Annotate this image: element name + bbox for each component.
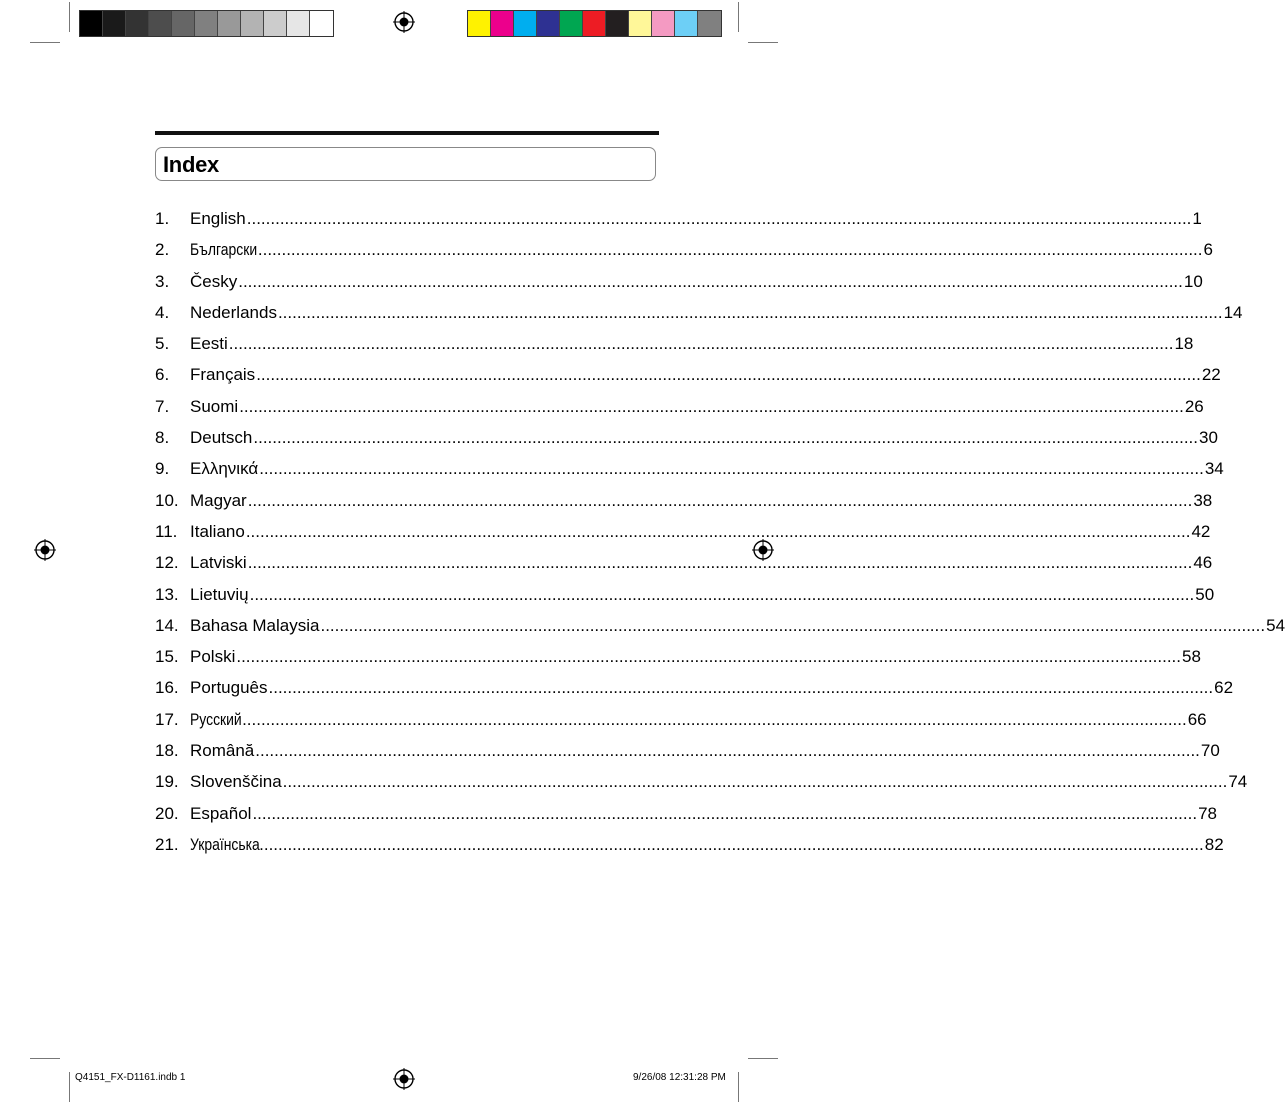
dot-leader: ........................................................................................................................................................................................................	[249, 584, 1195, 604]
dot-leader: ........................................................................................................................................................................................................	[268, 678, 1214, 698]
page-title: Index	[163, 152, 219, 177]
entry-page-number: 42	[1191, 521, 1211, 541]
grayscale-color-bar	[79, 10, 334, 37]
entry-number: 19.	[155, 772, 179, 792]
entry-page-number: 58	[1182, 647, 1201, 667]
dot-leader: ........................................................................................................................................................................................................	[247, 553, 1193, 573]
crop-mark	[69, 1072, 70, 1102]
dot-leader: ........................................................................................................................................................................................................	[247, 490, 1193, 510]
crop-mark	[738, 2, 739, 32]
color-swatch	[126, 11, 149, 36]
index-list	[155, 203, 1285, 860]
entry-label: Українська	[190, 834, 260, 854]
index-entry	[155, 297, 1243, 328]
entry-label: Português	[190, 678, 268, 698]
dot-leader: ........................................................................................................................................................................................................	[252, 803, 1198, 823]
index-entry	[155, 485, 1213, 516]
entry-page-number: 1	[1192, 209, 1202, 228]
dot-leader: ........................................................................................................................................................................................................	[259, 459, 1204, 479]
dot-leader: ........................................................................................................................................................................................................	[246, 209, 1192, 228]
index-entry	[155, 203, 1202, 234]
entry-page-number: 18	[1174, 334, 1194, 354]
index-entry	[155, 422, 1218, 453]
entry-label: Nederlands	[190, 302, 277, 322]
entry-page-number: 82	[1204, 834, 1224, 854]
entry-page-number: 22	[1201, 365, 1221, 385]
index-entry	[155, 516, 1211, 547]
entry-number: 2.	[155, 240, 170, 260]
index-entry	[155, 829, 1224, 860]
entry-page-number: 74	[1228, 772, 1248, 792]
index-entry	[155, 735, 1220, 766]
dot-leader: ........................................................................................................................................................................................................	[242, 709, 1187, 729]
entry-label: Română	[190, 741, 255, 761]
entry-page-number: 6	[1203, 240, 1213, 260]
dot-leader: ........................................................................................................................................................................................................	[259, 834, 1204, 854]
entry-label: Български	[190, 240, 258, 260]
index-entry	[155, 641, 1201, 672]
dot-leader: ........................................................................................................................................................................................................	[239, 396, 1184, 416]
entry-page-number: 10	[1183, 271, 1203, 291]
entry-number: 21.	[155, 834, 179, 854]
entry-label: Italiano	[190, 521, 245, 541]
entry-label: Español	[190, 803, 252, 823]
index-entry	[155, 453, 1224, 484]
entry-number: 18.	[155, 741, 179, 761]
color-swatch	[537, 11, 560, 36]
crop-mark	[748, 1058, 778, 1059]
index-entry	[155, 704, 1207, 735]
dot-leader: ........................................................................................................................................................................................................	[282, 772, 1228, 792]
color-swatch	[514, 11, 537, 36]
dot-leader: ........................................................................................................................................................................................................	[236, 647, 1181, 667]
entry-number: 4.	[155, 302, 170, 322]
dot-leader: ........................................................................................................................................................................................................	[277, 302, 1223, 322]
index-entry	[155, 610, 1285, 641]
registration-mark-icon	[393, 11, 415, 33]
color-swatch	[698, 11, 721, 36]
registration-mark-icon	[393, 1068, 415, 1090]
entry-label: Polski	[190, 647, 236, 667]
color-swatch	[583, 11, 606, 36]
entry-page-number: 66	[1187, 709, 1207, 729]
entry-number: 5.	[155, 334, 170, 354]
color-swatch	[675, 11, 698, 36]
color-swatch	[195, 11, 218, 36]
dot-leader: ........................................................................................................................................................................................................	[257, 240, 1203, 260]
entry-label: Ελληνικά	[190, 459, 259, 479]
entry-number: 11.	[155, 521, 178, 541]
entry-label: Suomi	[190, 396, 239, 416]
color-swatch	[103, 11, 126, 36]
color-swatch	[310, 11, 333, 36]
entry-page-number: 78	[1198, 803, 1217, 823]
color-swatch	[264, 11, 287, 36]
entry-number: 14.	[155, 615, 179, 635]
index-entry	[155, 234, 1213, 265]
entry-label: Latviski	[190, 553, 247, 573]
entry-number: 13.	[155, 584, 179, 604]
color-swatch	[629, 11, 652, 36]
heading-rule	[155, 131, 659, 135]
dot-leader: ........................................................................................................................................................................................................	[253, 428, 1199, 448]
dot-leader: ........................................................................................................................................................................................................	[238, 271, 1183, 291]
color-swatch	[287, 11, 310, 36]
color-swatch	[218, 11, 241, 36]
entry-label: Eesti	[190, 334, 228, 354]
entry-page-number: 50	[1195, 584, 1215, 604]
dot-leader: ........................................................................................................................................................................................................	[228, 334, 1174, 354]
entry-number: 16.	[155, 678, 179, 698]
entry-page-number: 34	[1204, 459, 1224, 479]
entry-page-number: 30	[1199, 428, 1218, 448]
entry-label: Русский	[190, 709, 242, 729]
entry-number: 12.	[155, 553, 179, 573]
color-swatch	[491, 11, 514, 36]
dot-leader: ........................................................................................................................................................................................................	[255, 741, 1200, 761]
entry-number: 20.	[155, 803, 179, 823]
index-title-box	[155, 147, 656, 181]
index-entry	[155, 672, 1234, 703]
color-swatch	[468, 11, 491, 36]
entry-label: Français	[190, 365, 256, 385]
crop-mark	[738, 1072, 739, 1102]
index-entry	[155, 547, 1213, 578]
entry-page-number: 54	[1266, 615, 1285, 635]
crop-mark	[748, 42, 778, 43]
dot-leader: ........................................................................................................................................................................................................	[320, 615, 1266, 635]
entry-number: 6.	[155, 365, 170, 385]
color-swatch	[80, 11, 103, 36]
entry-label: Česky	[190, 271, 238, 291]
index-entry	[155, 766, 1248, 797]
entry-number: 15.	[155, 647, 179, 667]
dot-leader: ........................................................................................................................................................................................................	[256, 365, 1201, 385]
dot-leader: ........................................................................................................................................................................................................	[245, 521, 1191, 541]
entry-label: Slovenščina	[190, 772, 282, 792]
color-swatch	[606, 11, 629, 36]
crop-mark	[30, 42, 60, 43]
entry-number: 8.	[155, 428, 170, 448]
color-swatch	[560, 11, 583, 36]
index-entry	[155, 798, 1217, 829]
entry-number: 17.	[155, 709, 179, 729]
entry-number: 9.	[155, 459, 170, 479]
process-color-bar	[467, 10, 722, 37]
entry-page-number: 62	[1214, 678, 1234, 698]
crop-mark	[69, 2, 70, 32]
color-swatch	[652, 11, 675, 36]
entry-label: Bahasa Malaysia	[190, 615, 320, 635]
registration-mark-icon	[34, 539, 56, 561]
color-swatch	[241, 11, 264, 36]
index-entry	[155, 391, 1204, 422]
entry-page-number: 38	[1193, 490, 1213, 510]
file-slug: Q4151_FX-D1161.indb 1	[75, 1072, 186, 1083]
entry-number: 1.	[155, 209, 170, 228]
entry-label: Lietuvių	[190, 584, 249, 604]
crop-mark	[30, 1058, 60, 1059]
index-entry	[155, 579, 1215, 610]
entry-page-number: 70	[1200, 741, 1220, 761]
entry-label: Magyar	[190, 490, 247, 510]
entry-page-number: 14	[1223, 302, 1243, 322]
entry-number: 3.	[155, 271, 170, 291]
index-entry	[155, 266, 1203, 297]
color-swatch	[172, 11, 195, 36]
index-entry	[155, 328, 1194, 359]
entry-number: 10.	[155, 490, 179, 510]
entry-label: Deutsch	[190, 428, 253, 448]
entry-page-number: 26	[1184, 396, 1204, 416]
color-swatch	[149, 11, 172, 36]
entry-page-number: 46	[1193, 553, 1213, 573]
entry-number: 7.	[155, 396, 170, 416]
entry-label: English	[190, 209, 246, 228]
index-entry	[155, 359, 1221, 390]
print-datetime: 9/26/08 12:31:28 PM	[633, 1072, 726, 1083]
